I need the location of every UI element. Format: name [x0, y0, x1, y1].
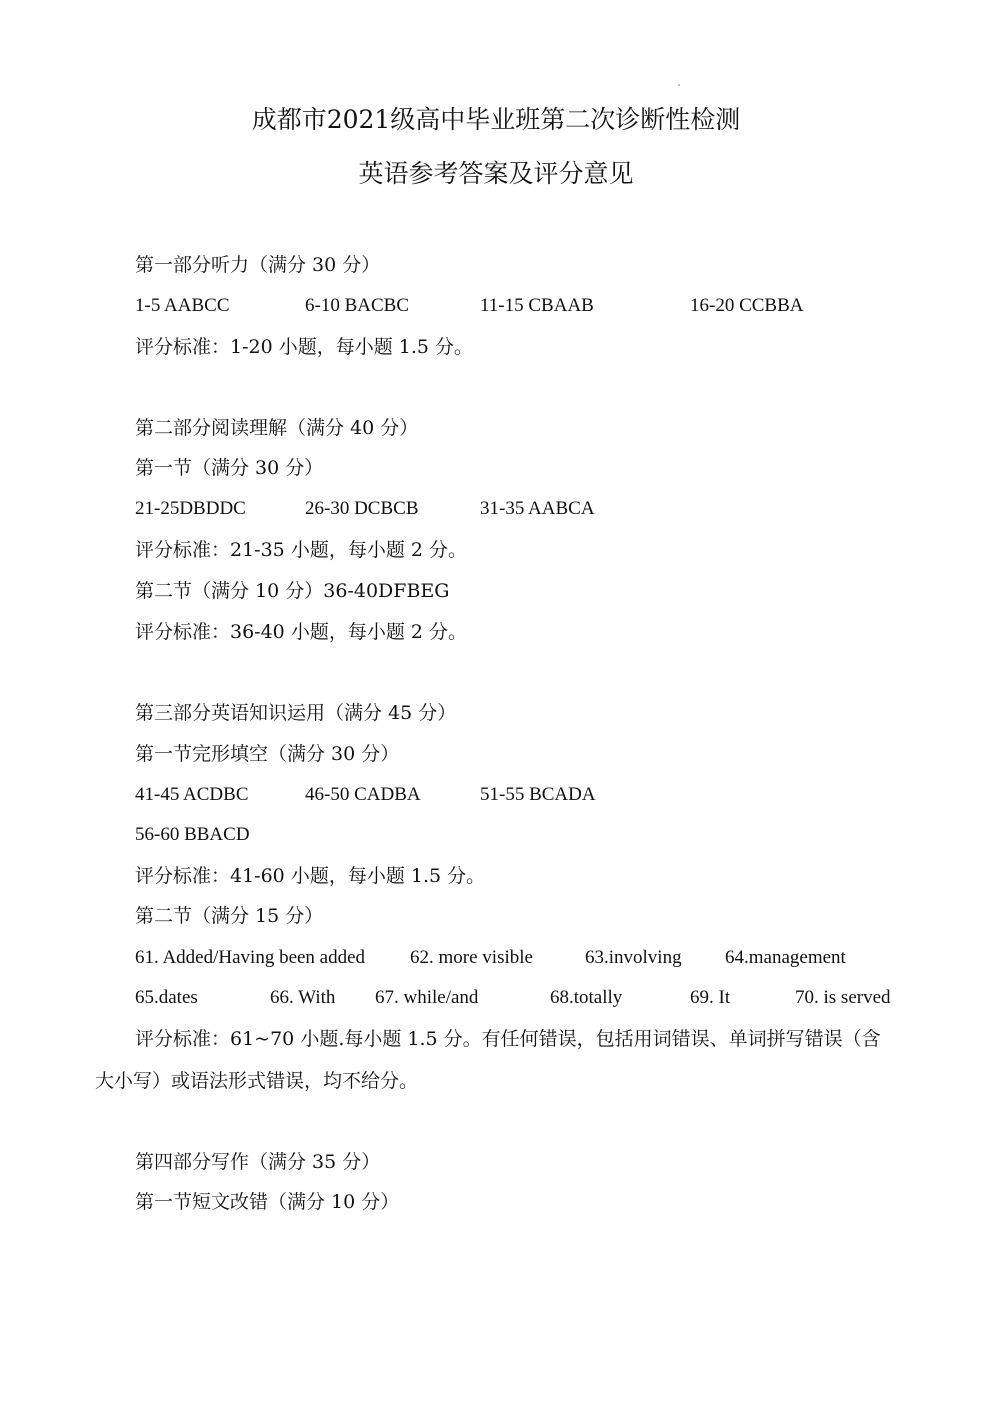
fill-answer: 68.totally [550, 987, 623, 1008]
answer-group: 41-45 ACDBC [135, 784, 249, 805]
part2-section1: 第一节（满分 30 分） [135, 457, 324, 479]
part3-scoring2-line2: 大小写）或语法形式错误，均不给分。 [95, 1070, 419, 1092]
fill-answer: 64.management [725, 947, 846, 968]
fill-answer: 69. It [690, 987, 731, 1008]
fill-answer: 67. while/and [375, 987, 479, 1008]
answer-group: 6-10 BACBC [305, 295, 409, 316]
part2-scoring2: 评分标准：36-40 小题，每小题 2 分。 [135, 621, 467, 643]
part2-heading: 第二部分阅读理解（满分 40 分） [135, 417, 419, 439]
part3-scoring2-line1: 评分标准：61~70 小题.每小题 1.5 分。有任何错误，包括用词错误、单词拼写错误（含 [135, 1028, 881, 1050]
scan-speck [678, 84, 680, 86]
part4-heading: 第四部分写作（满分 35 分） [135, 1151, 381, 1173]
fill-answer: 61. Added/Having been added [135, 947, 366, 968]
document-title: 成都市2021级高中毕业班第二次诊断性检测 [251, 105, 741, 134]
answer-group: 11-15 CBAAB [480, 295, 594, 316]
part2-section2: 第二节（满分 10 分）36-40DFBEG [135, 580, 450, 602]
part3-heading: 第三部分英语知识运用（满分 45 分） [135, 702, 457, 724]
answer-group: 56-60 BBACD [135, 824, 250, 845]
fill-answer: 63.involving [585, 947, 682, 968]
answer-group: 51-55 BCADA [480, 784, 596, 805]
fill-answer: 65.dates [135, 987, 198, 1008]
part2-scoring1: 评分标准：21-35 小题，每小题 2 分。 [135, 539, 467, 561]
part3-section2: 第二节（满分 15 分） [135, 905, 324, 927]
document-subtitle: 英语参考答案及评分意见 [358, 159, 634, 188]
fill-answer: 66. With [270, 987, 336, 1008]
fill-answer: 70. is served [795, 987, 891, 1008]
part1-scoring: 评分标准：1-20 小题，每小题 1.5 分。 [135, 336, 474, 358]
answer-group: 26-30 DCBCB [305, 498, 419, 519]
part3-scoring1: 评分标准：41-60 小题，每小题 1.5 分。 [135, 865, 486, 887]
fill-answer: 62. more visible [410, 947, 533, 968]
part4-section1: 第一节短文改错（满分 10 分） [135, 1191, 400, 1213]
answer-group: 21-25DBDDC [135, 498, 246, 519]
part1-heading: 第一部分听力（满分 30 分） [135, 254, 381, 276]
answer-group: 1-5 AABCC [135, 295, 230, 316]
part3-section1: 第一节完形填空（满分 30 分） [135, 743, 400, 765]
answer-group: 46-50 CADBA [305, 784, 421, 805]
answer-group: 31-35 AABCA [480, 498, 595, 519]
answer-group: 16-20 CCBBA [690, 295, 804, 316]
